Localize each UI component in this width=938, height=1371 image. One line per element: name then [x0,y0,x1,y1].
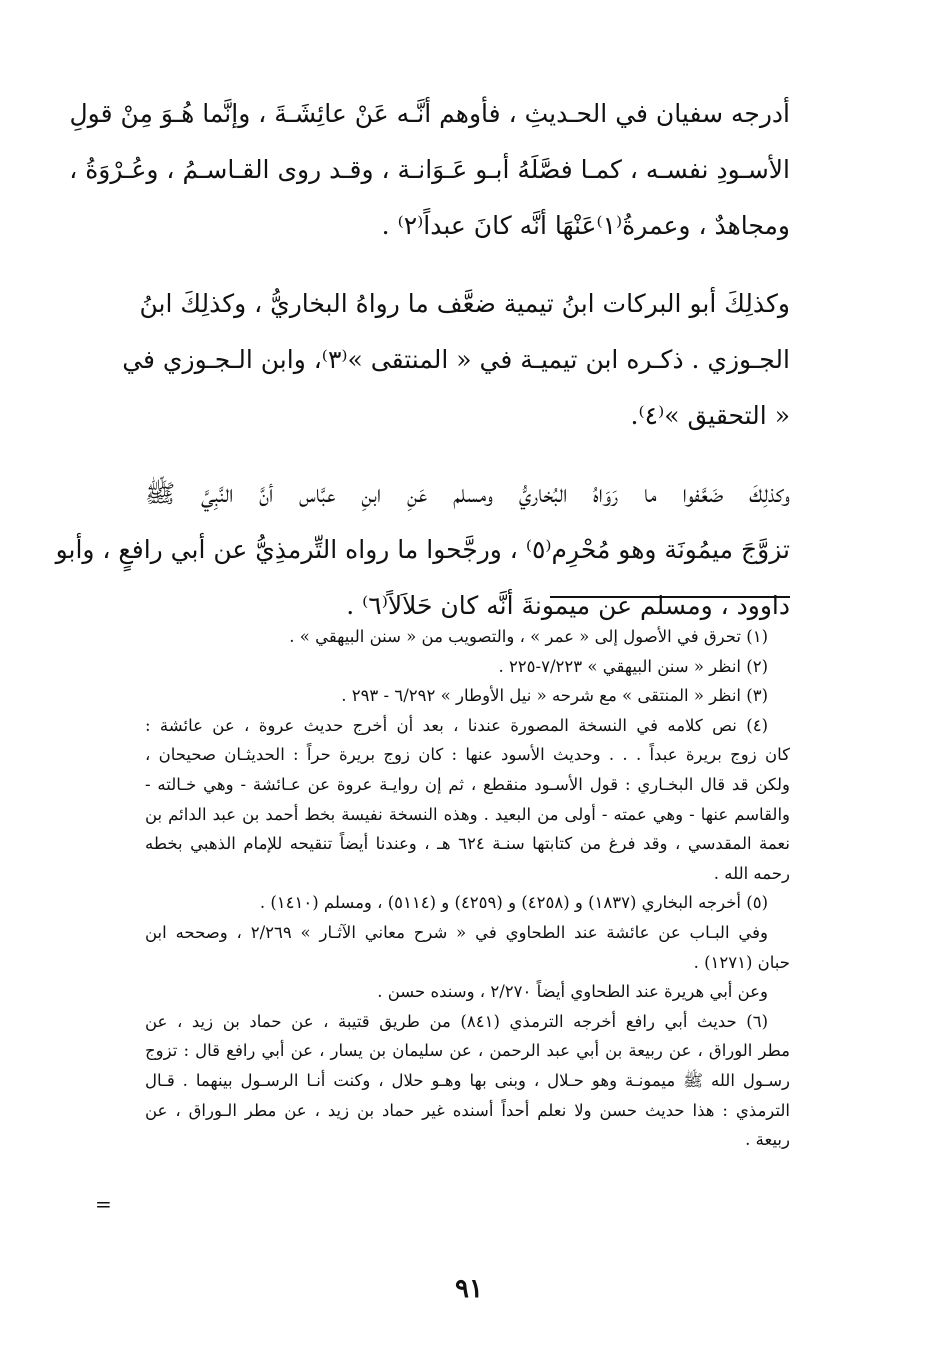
footnote-line: رحمه الله . [713,863,790,883]
text-line: « التحقيق »⁽٤⁾. [630,401,790,430]
footnote-line: (٥) أخرجه البخاري (١٨٣٧) و (٤٢٥٨) و (٤٢٥٩) و (٥١١٤) ، ومسلم (١٤١٠) . [259,893,768,913]
continuation-mark: = [95,1192,112,1216]
footnote-line: رسـول الله ﷺ ميمونـة وهو حـلال ، وبنى بها وهـو حلال ، وكنت أنـا الرسـول بينهما . قـال [145,1070,790,1090]
footnote-line: ربيعة . [745,1130,790,1150]
text-line: أدرجه سفيان في الحـديثِ ، فأوهم أنَّـه عَنْ عائِشَـةَ ، وإنَّما هُـوَ مِنْ قولِ [69,99,790,128]
footnote-line: (١) تحرق في الأصول إلى « عمر » ، والتصويب من « سنن البيهقي » . [289,627,768,646]
footnotes [145,622,790,1155]
text-line: تزوَّجَ ميمُونَة وهو مُحْرِم⁽٥⁾ ، ورجَّحوا ما رواه التِّرمذِيُّ عن أبي رافعٍ ، وأبو [55,535,790,564]
footnote-line: والقاسم عنها - وهي عمته - أولى من البعيد . وهذه النسخة نفيسة بخط أحمد بن عبد الدائم بن [145,804,790,824]
paragraph [55,466,790,634]
footnote-divider [550,596,790,598]
paragraph [122,276,790,444]
footnote-line: (٤) نص كلامه في النسخة المصورة عندنا ، بعد أن أخرج حديث عروة ، عن عائشة : [145,715,768,735]
text-line: ومجاهدٌ ، وعمرةُ⁽١⁾عَنْهَا أنَّه كانَ عبداً⁽٢⁾ . [381,211,790,240]
footnote-line: (٦) حديث أبي رافع أخرجه الترمذي (٨٤١) من طريق قتيبة ، عن حماد بن زيد ، عن [145,1011,768,1031]
footnote-line: نعمة المقدسي ، وقد فرغ من كتابتها سنـة ٦٢٤ هـ ، وعندنا أيضاً تنقيحه للإمام الذهبي بخطه [145,834,790,854]
main-text [55,86,790,656]
text-line: الجـوزي . ذكـره ابن تيميـة في « المنتقى »⁽٣⁾، وابن الـجـوزي في [122,345,790,374]
footnote-line: وفي البـاب عن عائشة عند الطحاوي في « شرح معاني الآثـار » ٢/٢٦٩ ، وصححه ابن [145,922,768,942]
text-line: وكذلِكَ ضَعَّفوا ما رَوَاهُ البُخاريُّ ومسلم عَنِ ابنِ عبَّاس أنَّ النَّبِيَّ ﷺ [145,479,790,508]
page-number: ٩١ [455,1274,483,1304]
footnote-line: وعن أبي هريرة عند الطحاوي أيضاً ٢/٢٧٠ ، وسنده حسن . [377,982,768,1002]
footnote-line: الترمذي : هذا حديث حسن ولا نعلم أحداً أسنده غير حماد بن زيد ، عن مطر الـوراق ، عن [145,1100,790,1120]
text-line: داوود ، ومسلم عن ميمونةَ أنَّه كان حَلاَلاً⁽٦⁾ . [346,591,790,620]
footnote-line: مطر الوراق ، عن ربيعة بن أبي عبد الرحمن ، عن سليمان بن يسار ، عن أبي رافع قال : تزوج [145,1041,790,1061]
footnote-line: (٣) انظر « المنتقى » مع شرحه « نيل الأوطار » ٦/٢٩٢ - ٢٩٣ . [341,686,768,706]
text-line: الأسـودِ نفسـه ، كمـا فصَّلَهُ أبـو عَـوَانـة ، وقـد روى القـاسـمُ ، وعُـرْوَةُ ، [69,155,790,184]
text-line: وكذلِكَ أبو البركات ابنُ تيمية ضعَّف ما رواهُ البخاريُّ ، وكذلِكَ ابنُ [139,289,790,318]
footnote-line: (٢) انظر « سنن البيهقي » ٧/٢٢٣-٢٢٥ . [498,656,768,676]
footnote-line: حبان (١٢٧١) . [693,952,790,972]
footnote-line: ولكن قد قال البخـاري : قول الأسـود منقطع ، ثم إن روايـة عروة عن عـائشة - وهي خـالته - [145,774,790,794]
paragraph [69,86,790,254]
footnote-line: كان زوج بريرة عبداً . . . وحديث الأسود عنها : كان زوج بريرة حراً : الحديثـان صحيحان ، [145,745,790,765]
